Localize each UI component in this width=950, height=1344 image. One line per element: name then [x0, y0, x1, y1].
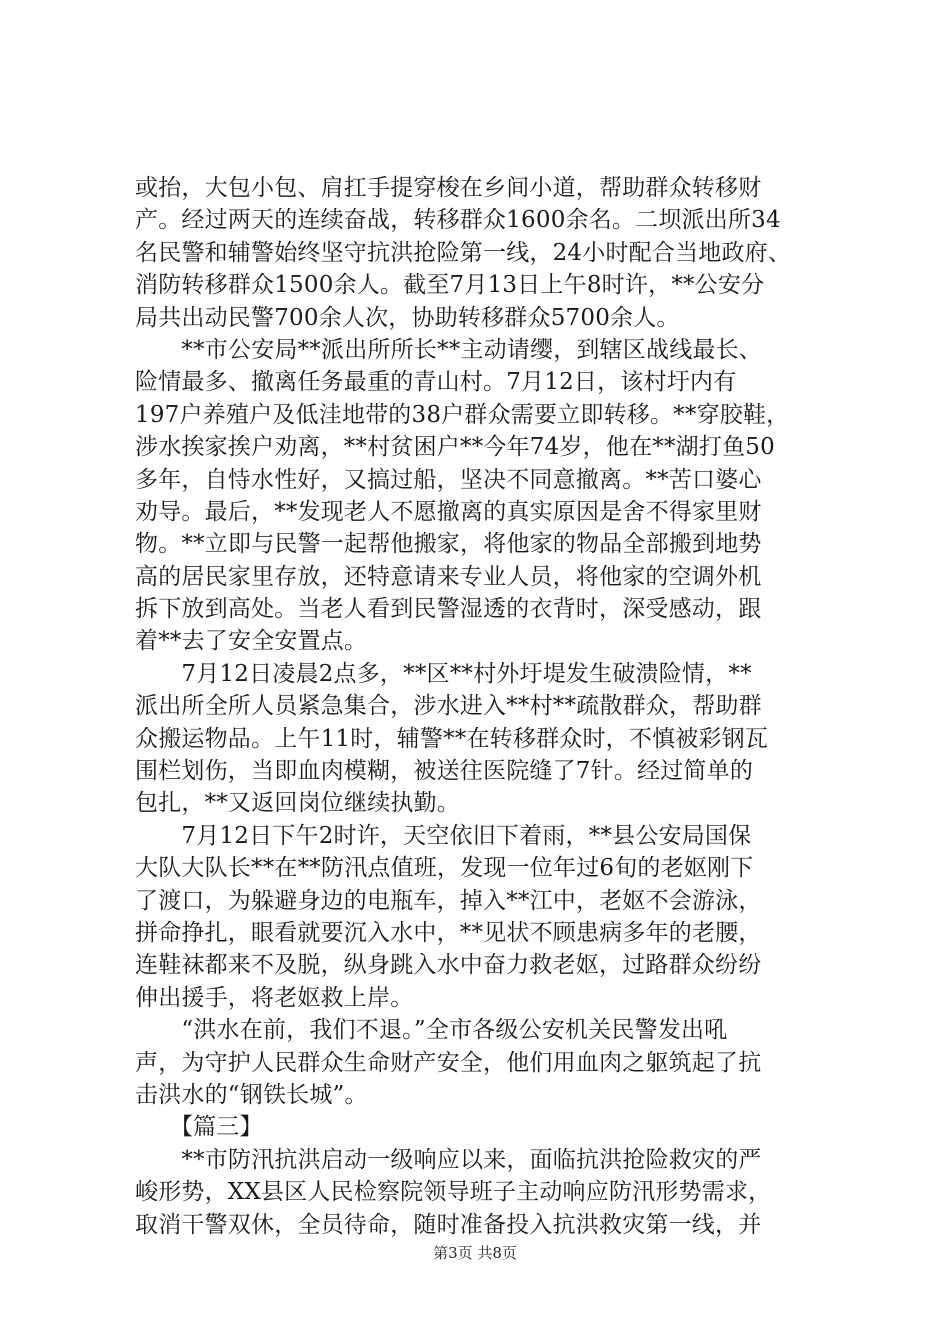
text-line: 拼命挣扎，眼看就要沉入水中，**见状不顾患病多年的老腰， — [135, 919, 762, 946]
section-heading: 【篇三】 — [135, 1114, 263, 1141]
text-line: 众搬运物品。上午11时，辅警**在转移群众时，不慎被彩钢瓦 — [135, 725, 769, 752]
text-line: 着**去了安全安置点。 — [135, 628, 368, 655]
text-line: 峻形势，XX县区人民检察院领导班子主动响应防汛形势需求， — [135, 1179, 772, 1206]
text-line: 击洪水的“钢铁长城”。 — [135, 1081, 368, 1108]
text-line: 高的居民家里存放，还特意请来专业人员，将他家的空调外机 — [135, 563, 762, 590]
text-line: 消防转移群众1500余人。截至7月13日上午8时许，**公安分 — [135, 272, 765, 299]
text-line: 包扎，**又返回岗位继续执勤。 — [135, 790, 460, 817]
text-line: 取消干警双休，全员待命，随时准备投入抗洪救灾第一线，并 — [135, 1211, 762, 1238]
document-body — [135, 172, 825, 1241]
text-line: 涉水挨家挨户劝离，**村贫困户**今年74岁，他在**湖打鱼50 — [135, 434, 775, 461]
text-line: 7月12日凌晨2点多，**区**村外圩堤发生破溃险情，** — [135, 660, 752, 687]
text-line: 197户养殖户及低洼地带的38户群众需要立即转移。**穿胶鞋， — [135, 401, 790, 428]
text-line: 伸出援手，将老妪救上岸。 — [135, 984, 414, 1011]
text-line: 多年，自恃水性好，又搞过船，坚决不同意撤离。**苦口婆心 — [135, 466, 762, 493]
text-line: 了渡口，为躲避身边的电瓶车，掉入**江中，老妪不会游泳， — [135, 887, 762, 914]
text-line: 7月12日下午2时许，天空依旧下着雨，**县公安局国保 — [135, 822, 752, 849]
text-line: 连鞋袜都来不及脱，纵身跳入水中奋力救老妪，过路群众纷纷 — [135, 952, 762, 979]
text-line: **市防汛抗洪启动一级响应以来，面临抗洪抢险救灾的严 — [135, 1146, 762, 1173]
text-line: 围栏划伤，当即血肉模糊，被送往医院缝了7针。经过简单的 — [135, 758, 754, 785]
text-line: 派出所全所人员紧急集合，涉水进入**村**疏散群众，帮助群 — [135, 693, 762, 720]
text-line: **市公安局**派出所所长**主动请缨，到辖区战线最长、 — [135, 336, 762, 363]
text-line: 险情最多、撤离任务最重的青山村。7月12日，该村圩内有 — [135, 369, 737, 396]
page-footer: 第3页 共8页 — [433, 1244, 517, 1262]
text-line: 名民警和辅警始终坚守抗洪抢险第一线，24小时配合当地政府、 — [135, 239, 792, 266]
text-line: 物。**立即与民警一起帮他搬家，将他家的物品全部搬到地势 — [135, 531, 762, 558]
text-line: 拆下放到高处。当老人看到民警湿透的衣背时，深受感动，跟 — [135, 596, 762, 623]
text-line: 大队大队长**在**防汛点值班，发现一位年过6旬的老妪刚下 — [135, 855, 754, 882]
text-line: 劝导。最后，**发现老人不愿撤离的真实原因是舍不得家里财 — [135, 498, 762, 525]
text-line: 或抬，大包小包、肩扛手提穿梭在乡间小道，帮助群众转移财 — [135, 175, 762, 201]
text-line: 声，为守护人民群众生命财产安全，他们用血肉之躯筑起了抗 — [135, 1049, 762, 1076]
text-line: 产。经过两天的连续奋战，转移群众1600余名。二坝派出所34 — [135, 207, 781, 234]
text-line: “洪水在前，我们不退。”全市各级公安机关民警发出吼 — [135, 1017, 728, 1044]
text-line: 局共出动民警700余人次，协助转移群众5700余人。 — [135, 304, 680, 331]
